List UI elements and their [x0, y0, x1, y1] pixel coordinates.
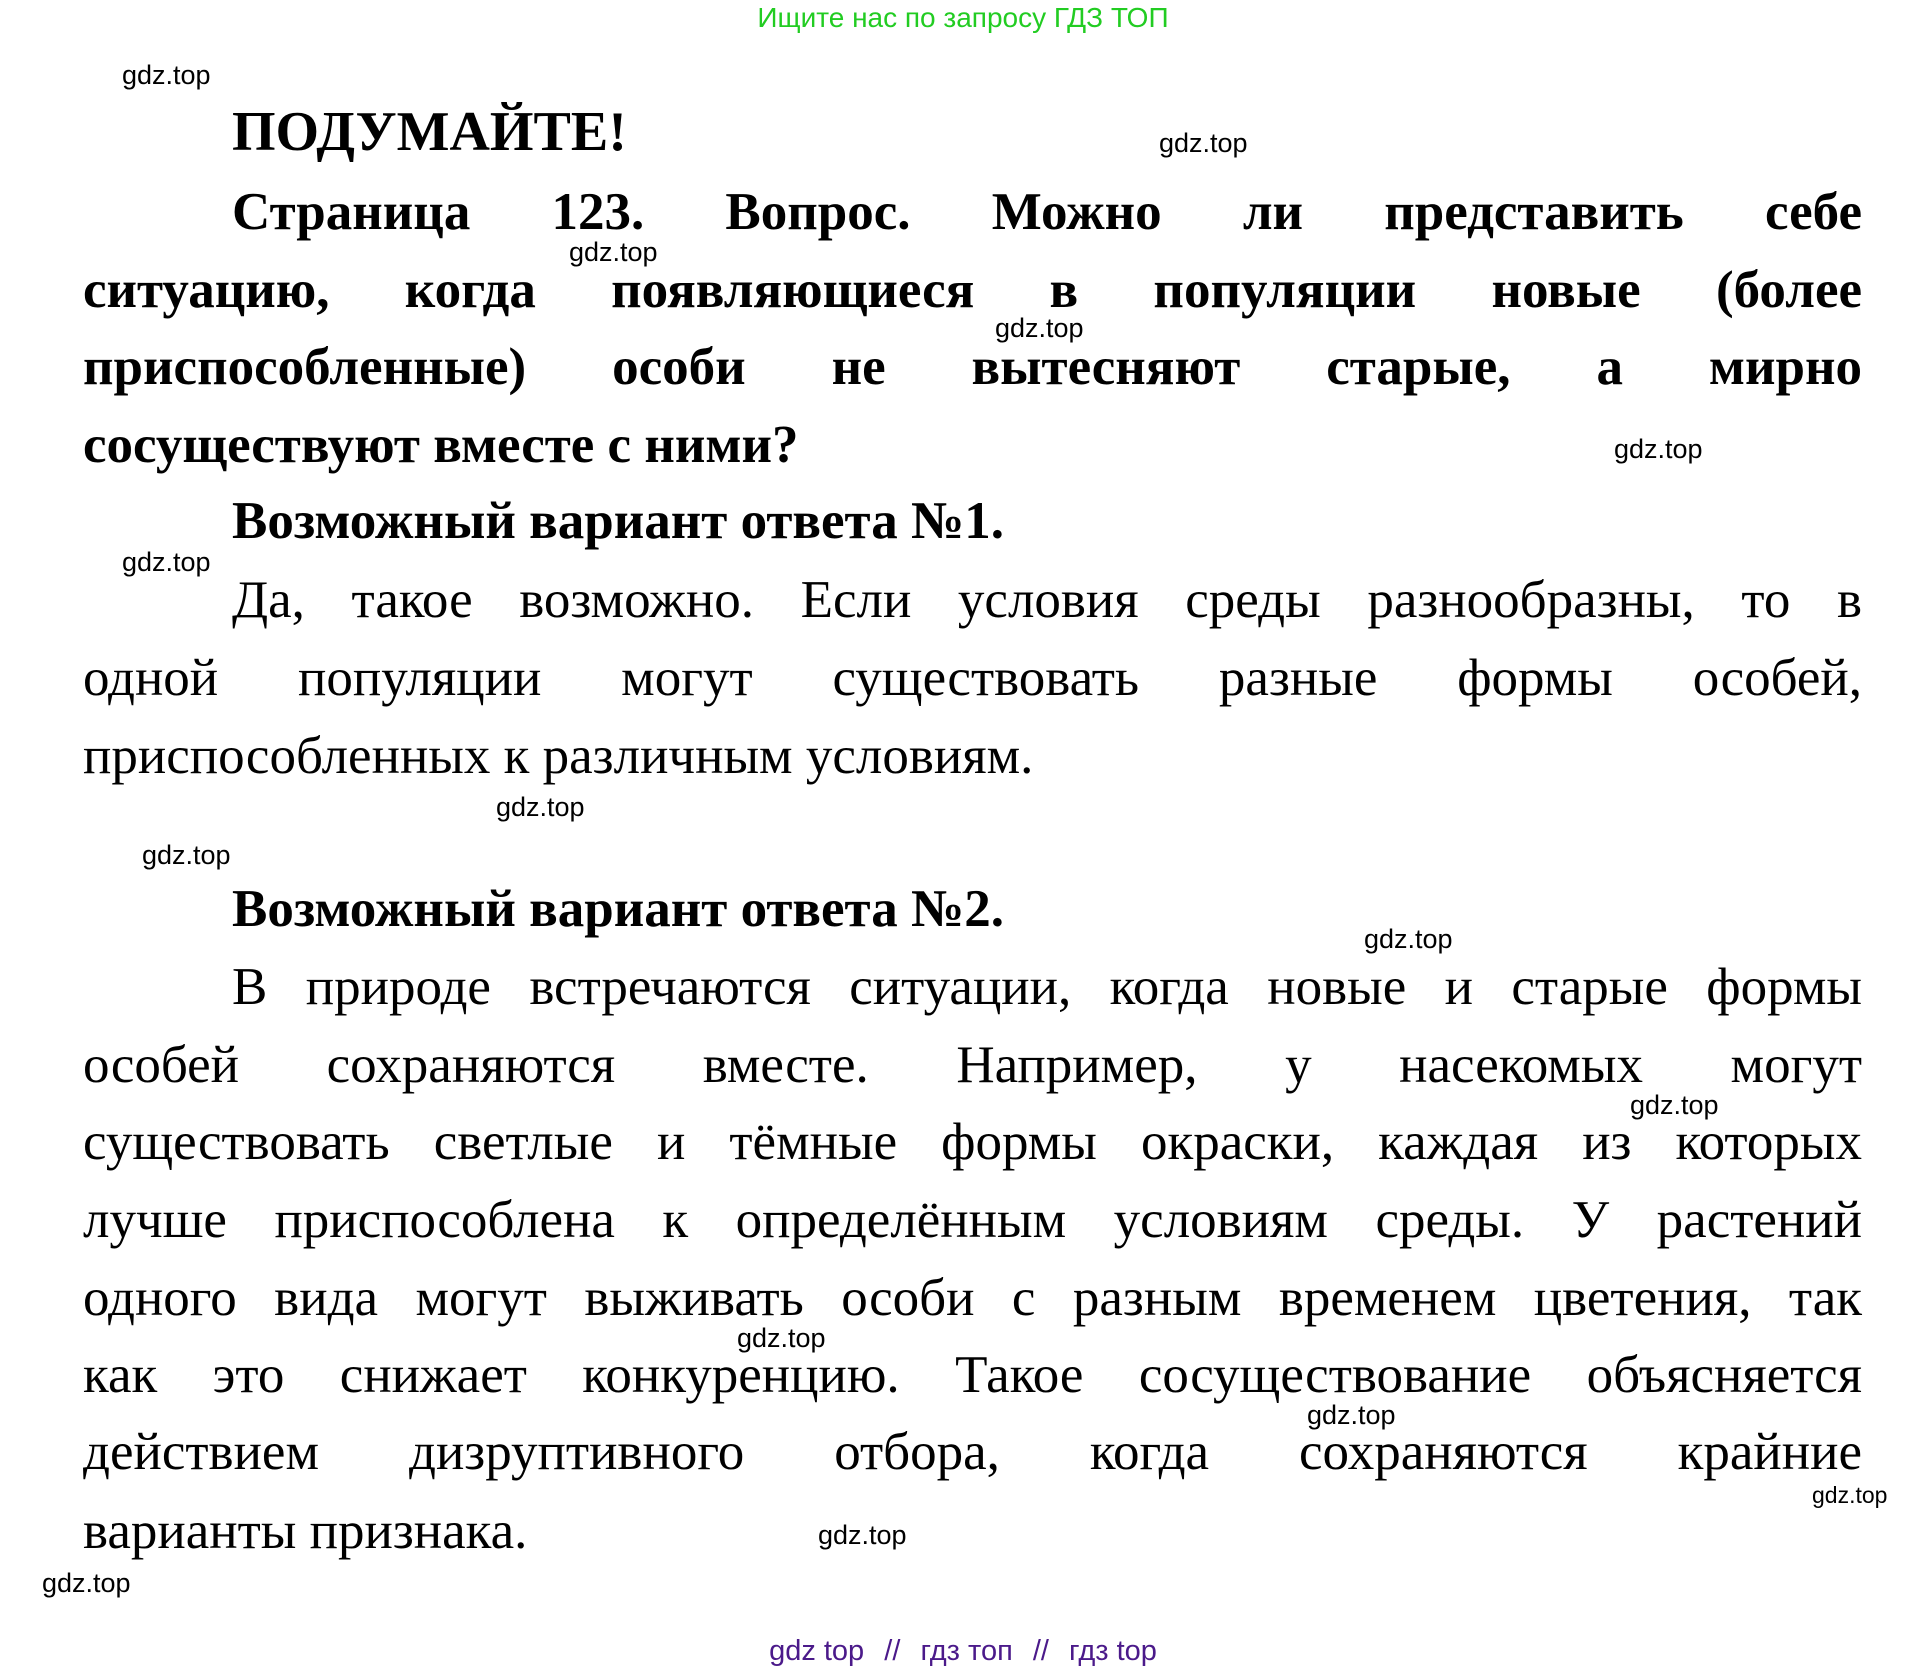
answer2-line: варианты признака.: [83, 1502, 528, 1560]
watermark: gdz.top: [42, 1568, 131, 1598]
question-line: приспособленные) особи не вытесняют старые, а мирно: [83, 338, 1862, 396]
watermark: gdz.top: [142, 840, 231, 870]
answer1-title: Возможный вариант ответа №1.: [232, 492, 1004, 550]
answer2-title: Возможный вариант ответа №2.: [232, 880, 1004, 938]
watermark: gdz.top: [818, 1520, 907, 1550]
watermark: gdz.top: [1812, 1482, 1888, 1508]
watermark: gdz.top: [1630, 1090, 1719, 1120]
answer2-line: как это снижает конкуренцию. Такое сосуществование объясняется: [83, 1346, 1862, 1404]
page-heading: ПОДУМАЙТЕ!: [232, 101, 627, 163]
watermark: gdz.top: [122, 60, 211, 90]
watermark: gdz.top: [569, 237, 658, 267]
answer2-line: одного вида могут выживать особи с разным временем цветения, так: [83, 1269, 1862, 1327]
question-line: сосуществуют вместе с ними?: [83, 416, 799, 474]
watermark: gdz.top: [1614, 434, 1703, 464]
answer2-line: существовать светлые и тёмные формы окраски, каждая из которых: [83, 1113, 1862, 1171]
search-banner: Ищите нас по запросу ГДЗ ТОП: [757, 2, 1169, 33]
watermark: gdz.top: [496, 792, 585, 822]
answer2-line: действием дизруптивного отбора, когда сохраняются крайние: [83, 1423, 1862, 1481]
footer-separator: //: [884, 1635, 901, 1667]
footer-link[interactable]: гдз top: [1069, 1635, 1157, 1667]
watermark: gdz.top: [995, 313, 1084, 343]
question-line: ситуацию, когда появляющиеся в популяции новые (более: [83, 261, 1862, 319]
footer-link[interactable]: gdz top: [769, 1635, 865, 1667]
answer1-line: одной популяции могут существовать разные формы особей,: [83, 649, 1862, 707]
watermark: gdz.top: [1307, 1400, 1396, 1430]
answer1-line: Да, такое возможно. Если условия среды разнообразны, то в: [232, 571, 1862, 629]
answer1-line: приспособленных к различным условиям.: [83, 727, 1034, 785]
question-line: Страница 123. Вопрос. Можно ли представить себе: [232, 183, 1862, 241]
footer-link[interactable]: гдз топ: [920, 1635, 1013, 1667]
watermark: gdz.top: [737, 1323, 826, 1353]
answer2-line: особей сохраняются вместе. Например, у насекомых могут: [83, 1036, 1862, 1094]
answer2-line: В природе встречаются ситуации, когда новые и старые формы: [232, 958, 1862, 1016]
footer-links: [0, 1632, 1926, 1670]
watermark: gdz.top: [1364, 924, 1453, 954]
watermark: gdz.top: [122, 547, 211, 577]
footer-separator: //: [1032, 1635, 1049, 1667]
watermark: gdz.top: [1159, 128, 1248, 158]
answer2-line: лучше приспособлена к определённым условиям среды. У растений: [83, 1191, 1862, 1249]
